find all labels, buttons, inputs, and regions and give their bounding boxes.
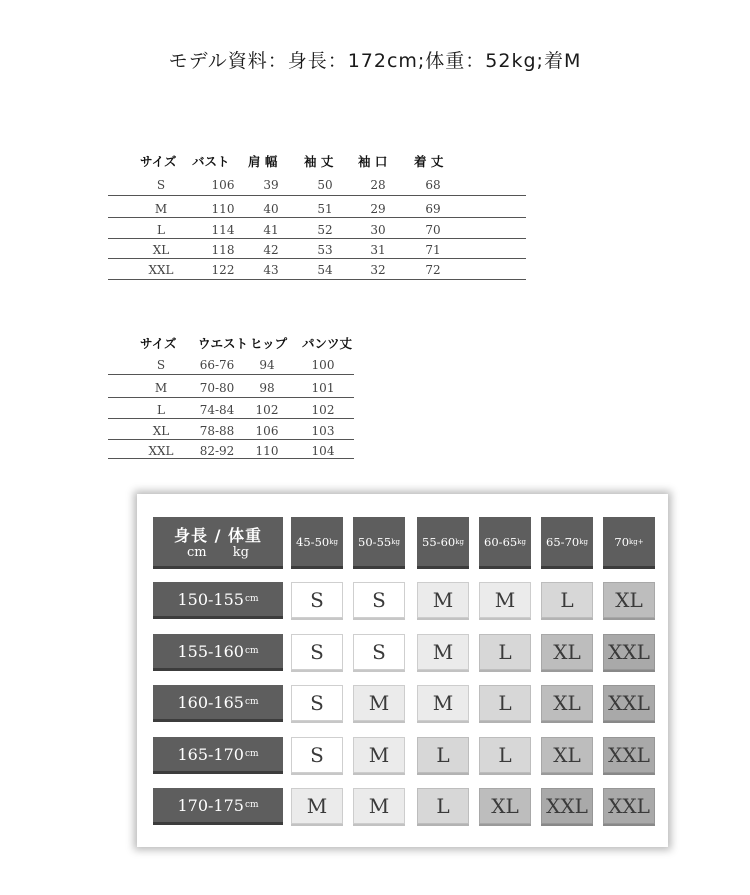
size-cell: XL <box>541 737 593 773</box>
table-cell: 70-80 <box>199 381 235 395</box>
table-cell: 71 <box>425 243 441 257</box>
size-cell: M <box>417 582 469 618</box>
weight-unit: kg+ <box>629 537 644 546</box>
table-cell: L <box>157 403 165 417</box>
size-cell: L <box>479 634 531 670</box>
table-cell: 110 <box>255 444 279 458</box>
table-cell: 106 <box>255 424 279 438</box>
chart-corner-header <box>153 517 283 569</box>
model-info: モデル資料：身長：172cm;体重：52kg;着M <box>168 50 582 72</box>
weight-range: 70 <box>614 534 630 549</box>
height-range: 155-160 <box>177 641 244 661</box>
table-cell: 32 <box>370 263 386 277</box>
table-cell: 68 <box>425 178 441 192</box>
weight-unit: kg <box>455 537 464 546</box>
size-cell: XXL <box>603 634 655 670</box>
size-cell: XL <box>479 788 531 824</box>
table-cell: M <box>154 381 168 395</box>
table-row <box>108 202 526 223</box>
table-cell: 41 <box>263 223 279 237</box>
height-range: 160-165 <box>177 692 244 712</box>
weight-unit: kg <box>579 537 588 546</box>
table-cell: L <box>157 223 165 237</box>
table-rule <box>108 279 526 280</box>
table-cell: 82-92 <box>199 444 235 458</box>
size-cell: M <box>291 788 343 824</box>
size-recommendation-chart <box>137 494 668 847</box>
table-cell: 30 <box>370 223 386 237</box>
height-range: 170-175 <box>177 795 244 815</box>
table-header: パンツ丈 <box>302 336 353 351</box>
table-row <box>108 263 526 284</box>
table-cell: 100 <box>311 358 335 372</box>
height-row-header <box>153 685 283 722</box>
size-cell: M <box>417 685 469 721</box>
table-cell: 122 <box>211 263 235 277</box>
size-cell: M <box>353 788 405 824</box>
corner-title: 身長 / 体重 <box>174 526 262 545</box>
table-header: 袖 口 <box>358 154 388 169</box>
size-cell: S <box>353 582 405 618</box>
weight-range: 50-55 <box>358 534 392 549</box>
table-cell: XL <box>152 243 170 257</box>
table-cell: 114 <box>211 223 235 237</box>
size-cell: S <box>291 685 343 721</box>
table-rule <box>108 418 354 419</box>
table-cell: 42 <box>263 243 279 257</box>
size-cell: S <box>291 737 343 773</box>
table-cell: 102 <box>255 403 279 417</box>
weight-range: 55-60 <box>422 534 456 549</box>
table-rule <box>108 374 354 375</box>
table-cell: 53 <box>317 243 333 257</box>
size-cell: M <box>353 737 405 773</box>
table-cell: 94 <box>259 358 275 372</box>
table-header: バスト <box>192 154 230 169</box>
table-cell: 78-88 <box>199 424 235 438</box>
table-header: 袖 丈 <box>304 154 334 169</box>
size-cell: M <box>417 634 469 670</box>
table-rule <box>108 458 354 459</box>
height-row-header <box>153 582 283 619</box>
table-rule <box>108 238 526 239</box>
bottom-size-table <box>108 334 354 462</box>
weight-column-header <box>479 517 531 569</box>
table-cell: 104 <box>311 444 335 458</box>
size-cell: L <box>541 582 593 618</box>
table-cell: 74-84 <box>199 403 235 417</box>
table-cell: 28 <box>370 178 386 192</box>
weight-unit: kg <box>329 537 338 546</box>
table-cell: 110 <box>211 202 235 216</box>
table-cell: 54 <box>317 263 333 277</box>
size-cell: S <box>291 582 343 618</box>
table-cell: 118 <box>211 243 235 257</box>
table-row <box>108 223 526 244</box>
table-header: 肩 幅 <box>248 154 278 169</box>
table-row <box>108 381 354 402</box>
size-cell: XL <box>603 582 655 618</box>
corner-units: cm kg <box>187 545 249 560</box>
weight-unit: kg <box>391 537 400 546</box>
table-cell: 70 <box>425 223 441 237</box>
height-unit: cm <box>244 594 259 604</box>
height-range: 165-170 <box>177 744 244 764</box>
table-cell: S <box>156 358 166 372</box>
table-row <box>108 444 354 465</box>
weight-column-header <box>291 517 343 569</box>
table-cell: 40 <box>263 202 279 216</box>
top-size-table <box>108 152 526 284</box>
size-cell: L <box>417 788 469 824</box>
height-unit: cm <box>244 749 259 759</box>
table-cell: 51 <box>317 202 333 216</box>
table-row <box>108 358 354 379</box>
height-unit: cm <box>244 800 259 810</box>
table-rule <box>108 397 354 398</box>
table-cell: 69 <box>425 202 441 216</box>
table-cell: XXL <box>148 263 174 277</box>
weight-column-header <box>541 517 593 569</box>
size-cell: XL <box>541 685 593 721</box>
table-rule <box>108 195 526 196</box>
table-cell: XXL <box>148 444 174 458</box>
size-cell: XL <box>541 634 593 670</box>
table-cell: S <box>156 178 166 192</box>
table-cell: 52 <box>317 223 333 237</box>
table-rule <box>108 439 354 440</box>
table-cell: M <box>154 202 168 216</box>
table-cell: XL <box>152 424 170 438</box>
table-header: ウエスト <box>198 336 249 351</box>
size-cell: S <box>291 634 343 670</box>
height-unit: cm <box>244 646 259 656</box>
table-rule <box>108 258 526 259</box>
table-cell: 103 <box>311 424 335 438</box>
table-cell: 43 <box>263 263 279 277</box>
size-cell: L <box>479 685 531 721</box>
weight-column-header <box>417 517 469 569</box>
size-cell: S <box>353 634 405 670</box>
table-rule <box>108 217 526 218</box>
height-row-header <box>153 634 283 671</box>
table-cell: 29 <box>370 202 386 216</box>
table-row <box>108 243 526 264</box>
table-row <box>108 403 354 424</box>
size-cell: XXL <box>603 788 655 824</box>
table-cell: 39 <box>263 178 279 192</box>
table-cell: 98 <box>259 381 275 395</box>
table-cell: 50 <box>317 178 333 192</box>
height-unit: cm <box>244 697 259 707</box>
weight-range: 65-70 <box>546 534 580 549</box>
table-cell: 66-76 <box>199 358 235 372</box>
height-range: 150-155 <box>177 589 244 609</box>
weight-column-header <box>353 517 405 569</box>
size-cell: M <box>353 685 405 721</box>
size-cell: L <box>417 737 469 773</box>
weight-range: 45-50 <box>296 534 330 549</box>
table-cell: 101 <box>311 381 335 395</box>
table-header: 着 丈 <box>414 154 444 169</box>
weight-column-header <box>603 517 655 569</box>
weight-unit: kg <box>517 537 526 546</box>
height-row-header <box>153 737 283 774</box>
table-header: サイズ <box>140 336 177 351</box>
table-cell: 31 <box>370 243 386 257</box>
size-cell: XXL <box>541 788 593 824</box>
size-cell: L <box>479 737 531 773</box>
table-header: サイズ <box>140 154 177 169</box>
table-cell: 102 <box>311 403 335 417</box>
size-cell: XXL <box>603 685 655 721</box>
table-cell: 106 <box>211 178 235 192</box>
height-row-header <box>153 788 283 825</box>
table-row <box>108 424 354 445</box>
size-cell: M <box>479 582 531 618</box>
weight-range: 60-65 <box>484 534 518 549</box>
table-cell: 72 <box>425 263 441 277</box>
table-header: ヒップ <box>250 336 288 351</box>
size-cell: XXL <box>603 737 655 773</box>
